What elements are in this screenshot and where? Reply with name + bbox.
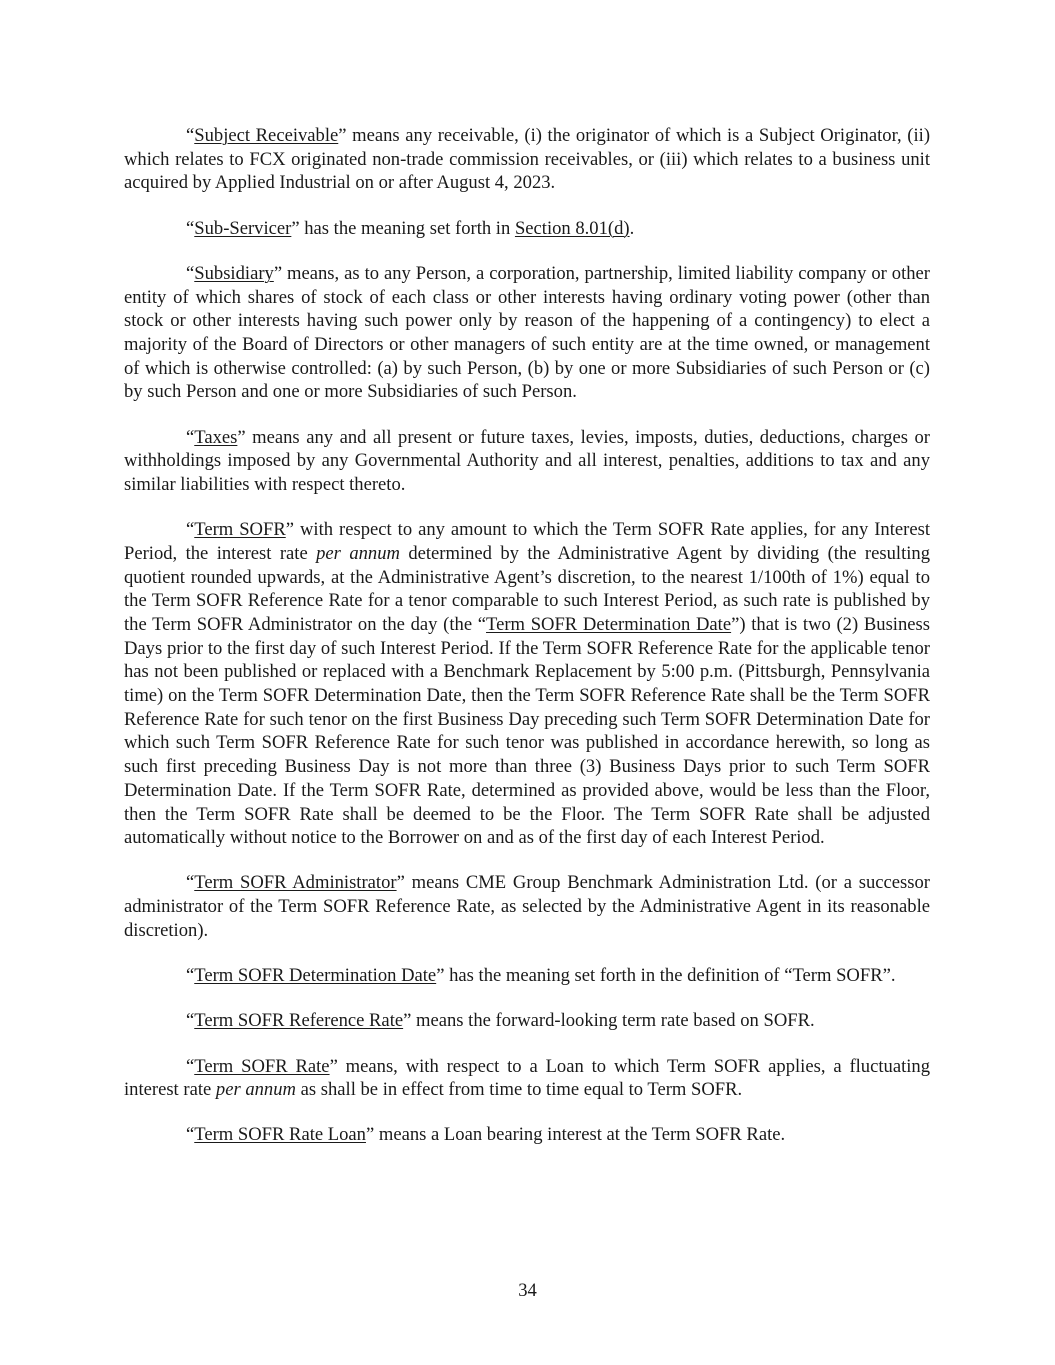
definition-term-sofr-determination-date: “Term SOFR Determination Date” has the meaning set forth in the definition of “Term SOFR”. (186, 965, 896, 987)
definition-term-sofr-rate: “Term SOFR Rate” means, with respect to a Loan to which Term SOFR applies, a fluctuating interest rate per annum as shall be in effect from time to time equal to Term SOFR. (124, 1055, 930, 1101)
definition-subject-receivable: “Subject Receivable” means any receivable, (i) the originator of which is a Subject Originator, (ii) which relates to FCX originated non-trade commission receivables, or (iii) which relates to a business unit acquired by Applied Industrial on or after August 4, 2023. (124, 125, 931, 194)
defined-term: Term SOFR Determination Date (194, 965, 437, 987)
defined-term-inline: Term SOFR Determination Date (486, 613, 732, 635)
definition-term-sofr: “Term SOFR” with respect to any amount to which the Term SOFR Rate applies, for any Interest Period, the interest rate per annum determined by the Administrative Agent by dividing (the resulting quotient rounded upwards, at the Administrative Agent’s discretion, to the nearest 1/100th of 1%) equal to the Term SOFR Reference Rate for a tenor comparable to such Interest Period, as such rate is published by the Term SOFR Administrator on the day (the “Term SOFR Determination Date”) that is two (2) Business Days prior to the first day of such Interest Period. If the Term SOFR Reference Rate for the applicable tenor has not been published or replaced with a Benchmark Replacement by 5:00 p.m. (Pittsburgh, Pennsylvania time) on the Term SOFR Determination Date, then the Term SOFR Reference Rate shall be the Term SOFR Reference Rate for such tenor on the first Business Day preceding such Term SOFR Determination Date for which such Term SOFR Reference Rate for such tenor was published in accordance herewith, so long as such first preceding Business Day is not more than three (3) Business Days prior to such Term SOFR Determination Date. If the Term SOFR Rate, determined as provided above, would be less than the Floor, then the Term SOFR Rate shall be deemed to be the Floor. The Term SOFR Rate shall be adjusted automatically without notice to the Borrower on and as of the first day of each Interest Period. (124, 519, 930, 849)
italic-phrase: per annum (215, 1079, 296, 1101)
defined-term: Subsidiary (194, 262, 274, 284)
defined-term: Term SOFR Rate (194, 1055, 330, 1077)
defined-term: Sub-Servicer (194, 217, 292, 239)
definition-subsidiary: “Subsidiary” means, as to any Person, a corporation, partnership, limited liability company or other entity of which shares of stock of each class or other interests having ordinary voting power (other than stock or other interests having such power only by reason of the happening of a contingency) to elect a majority of the Board of Directors or other managers of such entity are at the time owned, or management of which is otherwise controlled: (a) by such Person, (b) by one or more Subsidiaries of such Person or (c) by such Person and one or more Subsidiaries of such Person. (124, 262, 930, 403)
defined-term: Taxes (194, 426, 238, 448)
definition-sub-servicer: “Sub-Servicer” has the meaning set forth in Section 8.01(d). (186, 217, 635, 239)
italic-phrase: per annum (316, 542, 400, 564)
defined-term: Term SOFR (194, 519, 286, 541)
defined-term: Term SOFR Administrator (194, 872, 397, 894)
defined-term: Term SOFR Rate Loan (194, 1124, 366, 1146)
defined-term: Term SOFR Reference Rate (194, 1010, 404, 1032)
section-reference: Section 8.01(d) (514, 217, 630, 239)
definition-taxes: “Taxes” means any and all present or future taxes, levies, imposts, duties, deductions, charges or withholdings imposed by any Governmental Authority and all interest, penalties, additions to tax and any similar liabilities with respect thereto. (124, 426, 930, 495)
definition-term-sofr-rate-loan: “Term SOFR Rate Loan” means a Loan bearing interest at the Term SOFR Rate. (186, 1124, 786, 1146)
document-page (124, 124, 930, 1169)
definition-term-sofr-administrator: “Term SOFR Administrator” means CME Group Benchmark Administration Ltd. (or a successor administrator of the Term SOFR Reference Rate, as selected by the Administrative Agent in its reasonable discretion). (124, 872, 930, 941)
defined-term: Subject Receivable (194, 125, 339, 146)
definition-term-sofr-reference-rate: “Term SOFR Reference Rate” means the forward-looking term rate based on SOFR. (186, 1010, 815, 1032)
page-number: 34 (518, 1280, 537, 1301)
